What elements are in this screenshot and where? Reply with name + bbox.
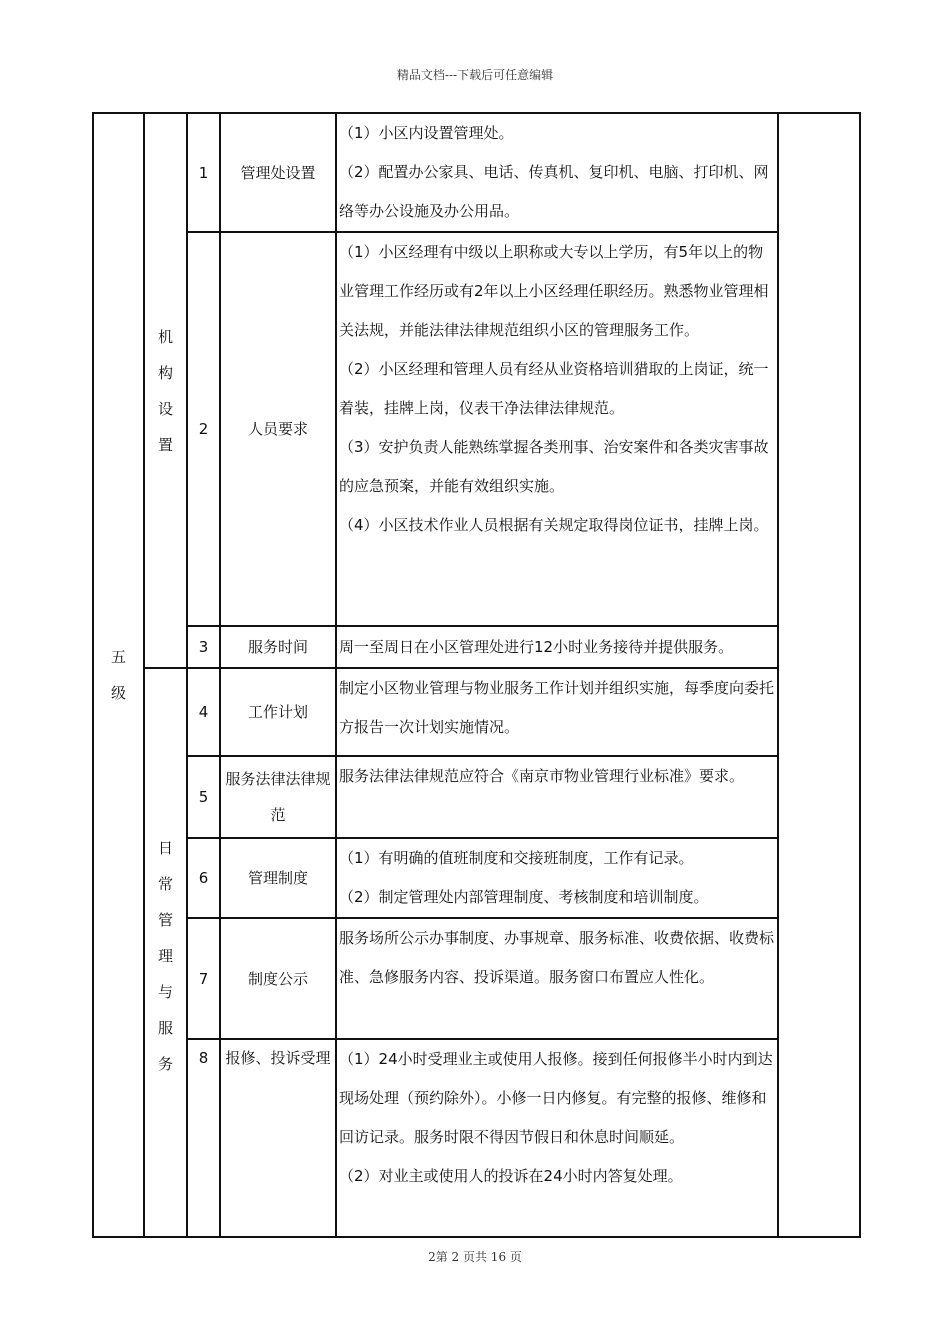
- section-char: 服: [157, 1018, 173, 1037]
- table-row: [93, 668, 860, 756]
- section-char: 机: [157, 327, 173, 346]
- row-number: 8: [187, 1039, 220, 1237]
- row-number: 4: [187, 668, 220, 756]
- requirement-line: （2）小区经理和管理人员有经从业资格培训猎取的上岗证，统一着装，挂牌上岗，仪表干净法律法律规范。: [339, 360, 769, 417]
- item-name: 管理制度: [220, 838, 336, 918]
- section-char: 务: [157, 1054, 173, 1073]
- requirement-line: 周一至周日在小区管理处进行12小时业务接待并提供服务。: [339, 637, 734, 656]
- section-char: 构: [157, 363, 173, 382]
- table-row: [93, 232, 860, 626]
- requirement-line: （1）小区内设置管理处。: [339, 124, 514, 142]
- item-name: 服务时间: [220, 626, 336, 668]
- item-name: 服务法律法律规范: [220, 756, 336, 838]
- table-row: [93, 838, 860, 918]
- item-name: 管理处设置: [220, 113, 336, 232]
- requirement-line: （1）有明确的值班制度和交接班制度，工作有记录。: [339, 849, 694, 867]
- requirement-line: 服务法律法律规范应符合《南京市物业管理行业标准》要求。: [339, 767, 745, 785]
- section-char: 日: [157, 838, 173, 857]
- table-row: [93, 626, 860, 668]
- row-number: 7: [187, 918, 220, 1039]
- item-name: 报修、投诉受理: [220, 1039, 336, 1237]
- requirement-text: [336, 668, 778, 756]
- table-row: [93, 113, 860, 232]
- page-header: 精品文档---下载后可任意编辑: [396, 68, 554, 82]
- row-number: 5: [187, 756, 220, 838]
- section-char: 与: [157, 982, 173, 1001]
- item-name: 工作计划: [220, 668, 336, 756]
- item-name: 制度公示: [220, 918, 336, 1039]
- requirement-line: 服务场所公示办事制度、办事规章、服务标准、收费依据、收费标准、急修服务内容、投诉渠道。服务窗口布置应人性化。: [339, 929, 775, 986]
- level-char: 五: [110, 648, 126, 666]
- level-char: 级: [110, 684, 126, 702]
- requirement-text: [336, 232, 778, 626]
- section-char: 常: [157, 874, 173, 893]
- requirement-line: （2）对业主或使用人的投诉在24小时内答复处理。: [339, 1167, 683, 1185]
- requirement-text: [336, 113, 778, 232]
- section-char: 理: [157, 946, 173, 965]
- standards-table: [92, 112, 861, 1238]
- section-char: 设: [157, 399, 173, 418]
- requirement-line: （1）小区经理有中级以上职称或大专以上学历，有5年以上的物业管理工作经历或有2年以上小区经理任职经历。熟悉物业管理相关法规，并能法律法律规范组织小区的管理服务工作。: [339, 243, 769, 339]
- requirement-text: [336, 626, 778, 668]
- remarks-cell: [778, 113, 860, 1237]
- requirement-line: （2）配置办公家具、电话、传真机、复印机、电脑、打印机、网络等办公设施及办公用品。: [339, 163, 769, 220]
- requirement-line: （4）小区技术作业人员根据有关规定取得岗位证书，挂牌上岗。: [339, 516, 769, 534]
- requirement-line: 制定小区物业管理与物业服务工作计划并组织实施，每季度向委托方报告一次计划实施情况。: [339, 679, 775, 736]
- item-name: 人员要求: [220, 232, 336, 626]
- section-title-org: [144, 113, 187, 668]
- row-number: 6: [187, 838, 220, 918]
- requirement-text: [336, 1039, 778, 1237]
- requirement-text: [336, 756, 778, 838]
- row-number: 2: [187, 232, 220, 626]
- requirement-line: （2）制定管理处内部管理制度、考核制度和培训制度。: [339, 888, 709, 906]
- section-char: 管: [157, 910, 173, 929]
- row-number: 3: [187, 626, 220, 668]
- row-number: 1: [187, 113, 220, 232]
- page-footer: 2第 2 页共 16 页: [428, 1250, 522, 1264]
- table-row: [93, 756, 860, 838]
- requirement-text: [336, 838, 778, 918]
- requirement-line: （3）安护负责人能熟练掌握各类刑事、治安案件和各类灾害事故的应急预案，并能有效组织实施。: [339, 438, 769, 495]
- section-title-daily: [144, 668, 187, 1237]
- level-cell: [93, 113, 144, 1237]
- table-row: [93, 918, 860, 1039]
- requirement-line: （1）24小时受理业主或使用人报修。接到任何报修半小时内到达现场处理（预约除外）。小修一日内修复。有完整的报修、维修和回访记录。服务时限不得因节假日和休息时间顺延。: [339, 1050, 773, 1146]
- requirement-text: [336, 918, 778, 1039]
- table-row: [93, 1039, 860, 1237]
- section-char: 置: [157, 435, 173, 454]
